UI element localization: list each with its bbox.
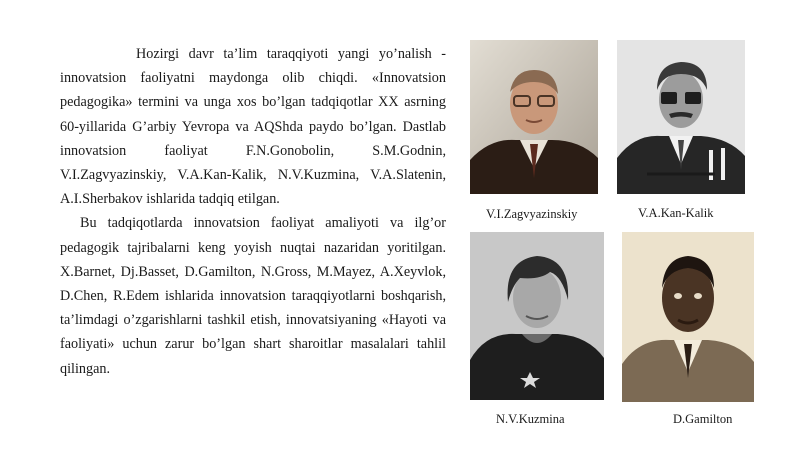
portrait-kuzmina-image [470, 232, 604, 400]
caption-gamilton: D.Gamilton [673, 412, 733, 426]
paragraph-research: Bu tadqiqotlarda innovatsion faoliyat amaliyoti va ilg’or pedagogik tajribalarni keng yoyish nuqtai nazaridan yoritilgan. X.Barnet, Dj.Basset, D.Gamilton, N.Gross, M.Mayez, A.Xeyvlok, D.Chen, R.Edem ishlarida innovatsion taraqqiyotlarni boshqarish, ta’limdagi o’zgarishlarni tashkil etish, innovatsiyaning «Hayoti va faoliyati» uchun zarur bo’lgan shart sharoitlar masalalari tahlil qilingan. [60, 215, 446, 377]
portrait-kan-kalik-image [617, 40, 745, 194]
portrait-gamilton [622, 232, 754, 402]
caption-zagvyazinskiy: V.I.Zagvyazinskiy [486, 207, 578, 221]
portrait-kan-kalik [617, 40, 745, 194]
caption-kan-kalik: V.A.Kan-Kalik [638, 206, 714, 220]
caption-kuzmina: N.V.Kuzmina [496, 412, 565, 426]
portrait-gamilton-image [622, 232, 754, 402]
paragraph-intro: Hozirgi davr ta’lim taraqqiyoti yangi yo’nalish - innovatsion faoliyatni maydonga olib chiqdi. «Innovatsion pedagogika» termini va unga xos bo’lgan tadqiqotlar XX asrning 60-yillarida G’arbiy Yevropa va AQShda paydo bo’lgan. Dastlab innovatsion faoliyat F.N.Gonobolin, S.M.Godnin, V.I.Zagvyazinskiy, V.A.Kan-Kalik, N.V.Kuzmina, V.A.Slatenin, A.I.Sherbakov ishlarida tadqiq etilgan. [60, 46, 446, 208]
portrait-zagvyazinskiy [470, 40, 598, 194]
article-text [60, 42, 446, 381]
portrait-kuzmina [470, 232, 604, 400]
portrait-zagvyazinskiy-image [470, 40, 598, 194]
